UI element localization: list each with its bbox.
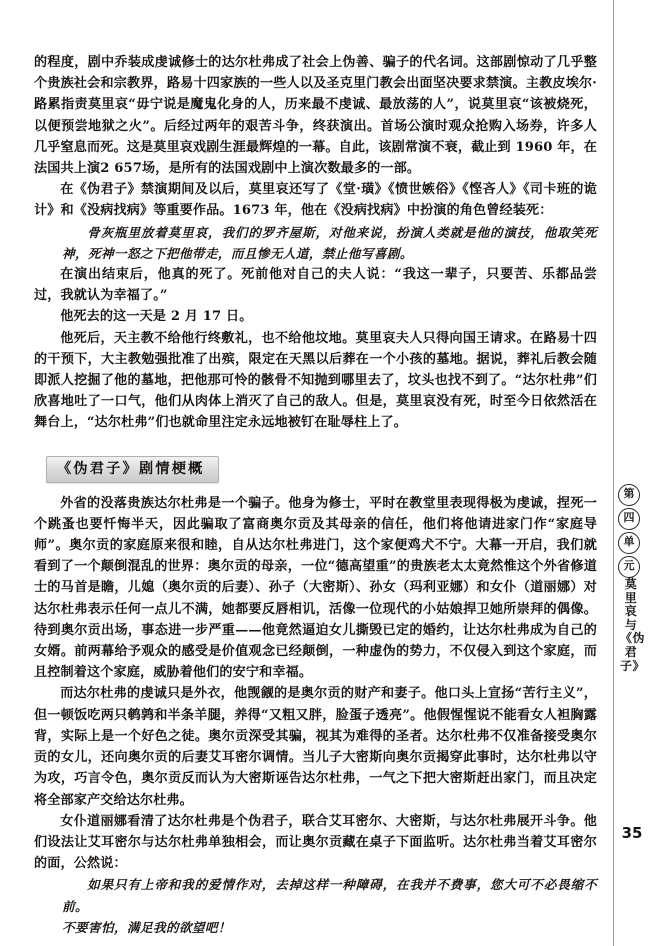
unit-badge-char-1: 第 bbox=[618, 484, 640, 506]
unit-badge-char-2: 四 bbox=[618, 508, 640, 530]
paragraph-plot-2: 而达尔杜弗的虔诚只是外衣，他觊觎的是奥尔贡的财产和妻子。他口头上宣扬“苦行主义”，但一顿饭吃两只鹌鹑和半条羊腿，养得“又粗又胖，脸蛋子透亮”。他假惺惺说不能看女人袒胸露背，实际上是一个好色之徒。奥尔贡深受其骗，视其为难得的圣者。达尔杜弗不仅准备接受奥尔贡的女儿，还向奥尔贡的后妻艾耳密尔调情。当儿子大密斯向奥尔贡揭穿此事时，达尔杜弗以守为攻，巧言令色，奥尔贡反而认为大密斯诬告达尔杜弗，一气之下把大密斯赶出家门，而且决定将全部家产交给达尔杜弗。 bbox=[34, 686, 597, 808]
section-heading-plot-summary: 《伪君子》剧情梗概 bbox=[46, 456, 219, 483]
quote-epitaph: 骨灰瓶里放着莫里哀，我们的罗齐屋斯，对他来说，扮演人类就是他的演技，他取笑死神，死神一怒之下把他带走，而且惨无人道，禁止他写喜剧。 bbox=[62, 224, 597, 261]
quote-tartuffe-line-2: 不要害怕，满足我的欲望吧！ bbox=[62, 919, 231, 935]
paragraph-death-words: 在演出结束后，他真的死了。死前他对自己的夫人说：“我这一辈子，只要苦、乐都品尝过，我就认为幸福了。” bbox=[34, 267, 597, 304]
page-number: 35 bbox=[621, 824, 643, 842]
unit-badge-char-3: 单 bbox=[618, 532, 640, 554]
running-head-vertical: 莫里哀与《伪君子》 bbox=[620, 577, 646, 673]
paragraph-plot-3: 女仆道丽娜看清了达尔杜弗是个伪君子，联合艾耳密尔、大密斯，与达尔杜弗展开斗争。他们设法让艾耳密尔与达尔杜弗单独相会，而让奥尔贡藏在桌子下面监听。达尔杜弗当着艾耳密尔的面，公然说： bbox=[34, 813, 597, 872]
margin-rail bbox=[614, 0, 650, 946]
unit-badge-char-4: 元 bbox=[618, 556, 640, 578]
paragraph-continuation: 的程度，剧中乔装成虔诚修士的达尔杜弗成了社会上伪善、骗子的代名词。这部剧惊动了几乎整个贵族社会和宗教界，路易十四家族的一些人以及圣克里门教会出面坚决要求禁演。主教皮埃尔·路累指责莫里哀“毋宁说是魔鬼化身的人，历来最不虔诚、最放荡的人”，说莫里哀“该被烧死，以便预尝地狱之火”。后经过两年的艰苦斗争，终获演出。首场公演时观众抢购入场券，许多人几乎窒息而死。这是莫里哀戏剧生涯最辉煌的一幕。自此，该剧常演不衰，截止到 1960 年，在法国共上演2 657场，是所有的法国戏剧中上演次数最多的一部。 bbox=[34, 55, 597, 177]
paragraph-death-date: 他死去的这一天是 2 月 17 日。 bbox=[60, 309, 253, 325]
unit-badge-group bbox=[616, 484, 642, 580]
quote-tartuffe-line-1: 如果只有上帝和我的爱情作对，去掉这样一种障碍，在我并不费事，您大可不必畏缩不前。 bbox=[62, 877, 597, 914]
main-text-column bbox=[34, 52, 597, 938]
paragraph-plot-1: 外省的没落贵族达尔杜弗是一个骗子。他身为修士，平时在教堂里表现得极为虔诚，捏死一个跳蚤也要忏悔半天，因此骗取了富商奥尔贡及其母亲的信任，他们将他请进家门作“家庭导师”。奥尔贡的家庭原来很和睦，自从达尔杜弗进门，这个家便鸡犬不宁。大幕一开启，我们就看到了一个颠倒混乱的世界：奥尔贡的母亲，一位“德高望重”的贵族老太太竟然惟这个外省修道士的马首是瞻，儿媳（奥尔贡的后妻）、孙子（大密斯）、孙女（玛利亚娜）和女仆（道丽娜）对达尔杜弗表示任何一点儿不满，她都要反唇相讥，活像一位现代的小姑娘捍卫她所崇拜的偶像。待到奥尔贡出场，事态进一步严重——他竟然逼迫女儿撕毁已定的婚约，让达尔杜弗成为自己的女婿。前两幕给予观众的感受是价值观念已经颠倒，一种虚伪的势力，不仅侵入到这个家庭，而且控制着这个家庭，威胁着他们的安宁和幸福。 bbox=[34, 495, 597, 681]
section-heading-wrapper bbox=[46, 456, 219, 483]
paragraph-other-works: 在《伪君子》禁演期间及以后，莫里哀还写了《堂·璜》《愤世嫉俗》《悭吝人》《司卡班的诡计》和《没病找病》等重要作品。1673 年，他在《没病找病》中扮演的角色曾经装死： bbox=[34, 182, 597, 219]
paragraph-burial: 他死后，天主教不给他行终敷礼，也不给他坟地。莫里哀夫人只得向国王请求。在路易十四的干预下，大主教勉强批准了出殡，限定在天黑以后葬在一个小孩的墓地。据说，葬礼后教会随即派人挖掘了他的墓地，把他那可怜的骸骨不知抛到哪里去了，坟头也找不到了。“达尔杜弗”们欣喜地吐了一口气，他们从肉体上消灭了自己的敌人。但是，莫里哀没有死，时至今日依然活在舞台上，“达尔杜弗”们也就命里注定永远地被钉在耻辱柱上了。 bbox=[34, 330, 597, 431]
